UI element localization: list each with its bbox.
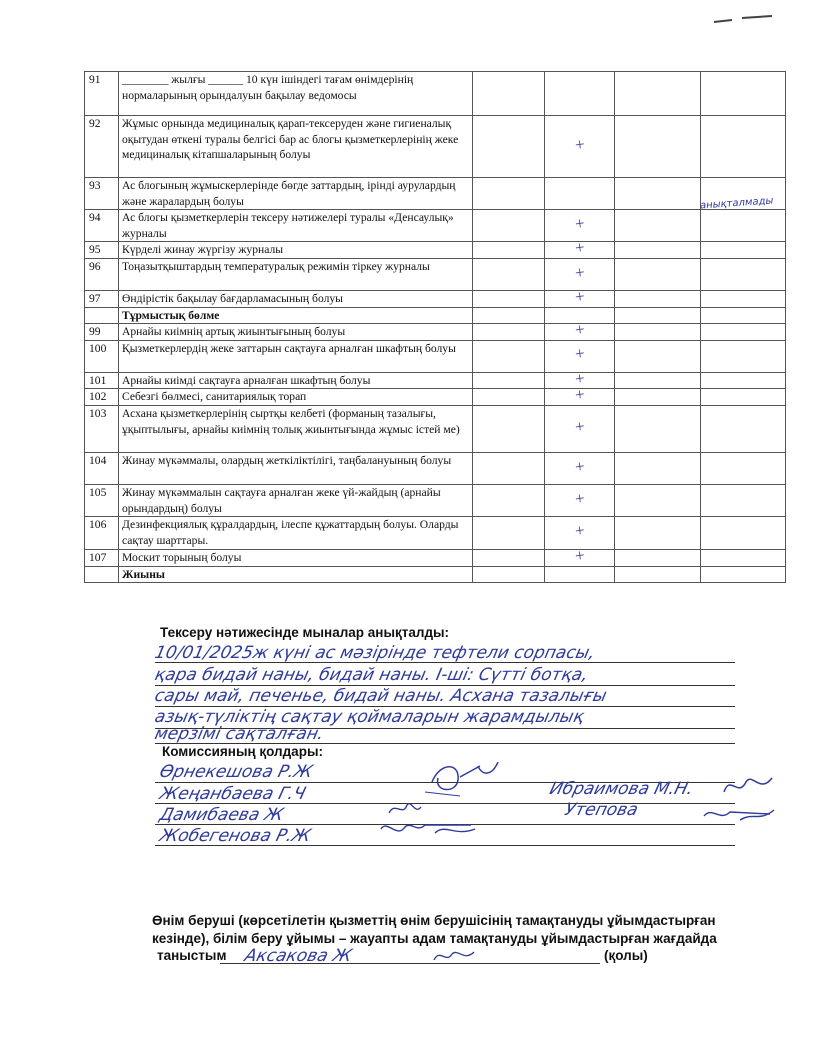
empty-cell [701, 452, 786, 484]
row-number: 97 [85, 290, 119, 307]
row-number: 99 [85, 324, 119, 341]
table-row [85, 307, 786, 324]
empty-cell [473, 372, 545, 389]
empty-cell [473, 242, 545, 259]
row-number [85, 307, 119, 324]
row-number [85, 566, 119, 583]
table-row [85, 405, 786, 452]
signature-scribble [420, 752, 510, 802]
empty-cell [701, 324, 786, 341]
row-number: 92 [85, 116, 119, 178]
empty-cell [701, 307, 786, 324]
check-mark: + [572, 384, 587, 406]
empty-cell [473, 290, 545, 307]
empty-cell [701, 258, 786, 290]
row-number: 103 [85, 405, 119, 452]
row-text: Себезгі бөлмесі, санитариялық торап [119, 389, 473, 406]
row-text: Қызметкерлердің жеке заттарын сақтауға арналған шкафтың болуы [119, 340, 473, 372]
empty-cell [701, 484, 786, 516]
empty-cell [615, 389, 701, 406]
table-row [85, 210, 786, 242]
row-mark-cell [545, 545, 615, 567]
empty-cell [473, 307, 545, 324]
commission-member-3: Дамибаева Ж [157, 805, 286, 825]
empty-cell [615, 484, 701, 516]
finding-line-5: мерзімі сақталған. [152, 724, 326, 744]
empty-cell [701, 550, 786, 567]
row-mark-cell [545, 286, 615, 307]
empty-cell [615, 452, 701, 484]
empty-cell [701, 116, 786, 178]
table-row [85, 517, 786, 550]
check-mark: + [572, 134, 587, 155]
empty-cell [615, 258, 701, 290]
row-text: Ас блогының жұмыскерлерінде бөгде заттардың, ірінді аурулардың және жаралардың болуы [119, 178, 473, 210]
finding-line-3: сары май, печенье, бидай наны. Асхана тазалығы [152, 686, 609, 706]
empty-cell [473, 340, 545, 372]
row-mark-cell [545, 72, 615, 116]
table-row [85, 389, 786, 406]
footer-line-1: Өнім беруші (көрсетілетін қызметтің өнім берушісінің тамақтануды ұйымдастырған [152, 913, 716, 928]
check-mark: + [572, 237, 587, 259]
empty-cell [701, 340, 786, 372]
empty-cell [615, 116, 701, 178]
row-mark-cell [545, 384, 615, 406]
check-mark: + [572, 261, 587, 283]
empty-cell [701, 389, 786, 406]
table-row [85, 372, 786, 389]
row-number: 94 [85, 210, 119, 242]
row-number: 104 [85, 452, 119, 484]
commission-member-6: Утепова [562, 800, 641, 820]
empty-cell [701, 566, 786, 583]
row-text: Жинау мүкәммалы, олардың жеткіліктілігі, таңбалануының болуы [119, 452, 473, 484]
check-mark: + [572, 545, 587, 566]
check-mark: + [572, 343, 587, 365]
row-mark-cell [545, 319, 615, 341]
commission-member-5: Ибраимова М.Н. [547, 779, 696, 799]
row-mark-cell [545, 405, 615, 452]
empty-cell [473, 452, 545, 484]
row-number: 91 [85, 72, 119, 116]
row-number: 101 [85, 372, 119, 389]
row-text: ________ жылғы ______ 10 күн ішіндегі тағам өнімдерінің нормаларының орындалуын бақылау ведомосы [119, 72, 473, 116]
row-text: Ас блогы қызметкерлерін тексеру нәтижелері туралы «Денсаулық» журналы [119, 210, 473, 242]
empty-cell [615, 517, 701, 550]
table-row [85, 452, 786, 484]
table-row [85, 566, 786, 583]
row-text: Дезинфекциялық құралдардың, ілеспе құжаттардың болуы. Оларды сақтау шарттары. [119, 517, 473, 550]
row-mark-cell [545, 452, 615, 484]
check-mark: + [572, 520, 587, 542]
commission-member-4: Жобегенова Р.Ж [157, 826, 313, 846]
empty-cell [473, 566, 545, 583]
row-number: 96 [85, 258, 119, 290]
row-mark-cell [545, 484, 615, 516]
row-text: Арнайы киімді сақтауға арналған шкафтың болуы [119, 372, 473, 389]
row-mark-cell [545, 340, 615, 372]
table-row [85, 324, 786, 341]
check-mark: + [572, 455, 587, 477]
commission-member-2: Жеңанбаева Г.Ч [157, 784, 308, 804]
row-number: 100 [85, 340, 119, 372]
row-number: 105 [85, 484, 119, 516]
empty-cell [615, 340, 701, 372]
check-mark: + [572, 286, 587, 307]
row-mark-cell [545, 258, 615, 290]
signature-scribble [430, 946, 480, 966]
empty-cell [701, 242, 786, 259]
table-row [85, 242, 786, 259]
empty-cell [473, 550, 545, 567]
row-number: 102 [85, 389, 119, 406]
check-mark: + [572, 319, 587, 340]
row-text: Тұрмыстық бөлме [119, 307, 473, 324]
signature-scribble [375, 815, 485, 843]
empty-cell [615, 324, 701, 341]
table-row [85, 178, 786, 210]
row-number: 95 [85, 242, 119, 259]
checklist-table [84, 71, 786, 583]
finding-line-2: қара бидай наны, бидай наны. I-ші: Сүтті ботқа, [152, 665, 590, 685]
row-mark-cell [545, 116, 615, 178]
empty-cell [473, 405, 545, 452]
table-row [85, 116, 786, 178]
empty-cell [701, 72, 786, 116]
empty-cell [701, 210, 786, 242]
row-number: 107 [85, 550, 119, 567]
table-row [85, 340, 786, 372]
check-mark: + [572, 213, 587, 234]
empty-cell [473, 389, 545, 406]
corner-marks [712, 6, 782, 28]
empty-cell [615, 178, 701, 210]
empty-cell [473, 116, 545, 178]
row-text: Жиыны [119, 566, 473, 583]
empty-cell [473, 72, 545, 116]
empty-cell [615, 550, 701, 567]
table-row [85, 484, 786, 516]
footer-line-2: кезінде), білім беру ұйымы – жауапты адам тамақтануды ұйымдастырған жағдайда [152, 931, 717, 946]
table-row [85, 290, 786, 307]
signature-label: (қолы) [604, 948, 648, 963]
row-mark-cell [545, 517, 615, 550]
commission-title: Комиссияның қолдары: [162, 744, 323, 759]
check-mark: + [572, 368, 587, 389]
row-number: 106 [85, 517, 119, 550]
signature-scribble [700, 802, 780, 826]
acquainted-label: таныстым [157, 948, 227, 963]
row-text: Жұмыс орнында медициналық қарап-тексеруден және гигиеналық оқытудан өткені туралы белгісі бар ас блогы қызметкерлерінің жеке медициналық кітапшаларының болуы [119, 116, 473, 178]
empty-cell [615, 566, 701, 583]
findings-title: Тексеру нәтижесінде мыналар анықталды: [160, 625, 450, 640]
row-mark-cell [545, 178, 615, 210]
check-mark: + [572, 416, 587, 437]
row-93-note: анықталмады [699, 195, 774, 212]
empty-cell [473, 324, 545, 341]
empty-cell [473, 178, 545, 210]
row-text: Москит торының болуы [119, 550, 473, 567]
row-number: 93 [85, 178, 119, 210]
empty-cell [615, 307, 701, 324]
empty-cell [473, 517, 545, 550]
empty-cell [615, 210, 701, 242]
empty-cell [615, 290, 701, 307]
empty-cell [473, 484, 545, 516]
empty-cell [615, 405, 701, 452]
table-row [85, 550, 786, 567]
row-text: Өндірістік бақылау бағдарламасының болуы [119, 290, 473, 307]
empty-cell [615, 72, 701, 116]
empty-cell [701, 290, 786, 307]
commission-member-1: Өрнекешова Р.Ж [157, 762, 315, 782]
table-row [85, 72, 786, 116]
empty-cell [615, 372, 701, 389]
finding-line-1: 10/01/2025ж күні ас мәзірінде тефтели сорпасы, [152, 643, 597, 663]
empty-cell [701, 372, 786, 389]
empty-cell [473, 210, 545, 242]
acquainted-name: Аксакова Ж [242, 946, 354, 966]
row-text: Асхана қызметкерлерінің сыртқы келбеті (форманың тазалығы, ұқыптылығы, арнайы киімнің толық жиынтығында жұмыс істей ме) [119, 405, 473, 452]
finding-line-4: азық-түліктің сақтау қоймаларын жарамдылық [152, 707, 586, 727]
empty-cell [615, 242, 701, 259]
row-text: Күрделі жинау жүргізу журналы [119, 242, 473, 259]
empty-cell [473, 258, 545, 290]
empty-cell [701, 405, 786, 452]
row-mark-cell [545, 237, 615, 259]
row-text: Жинау мүкәммалын сақтауға арналған жеке үй-жайдың (арнайы орындардың) болуы [119, 484, 473, 516]
row-mark-cell [545, 566, 615, 583]
signature-scribble [720, 770, 780, 800]
table-row [85, 258, 786, 290]
row-text: Арнайы киімнің артық жиынтығының болуы [119, 324, 473, 341]
row-text: Тоңазытқыштардың температуралық режимін тіркеу журналы [119, 258, 473, 290]
check-mark: + [572, 488, 587, 509]
empty-cell [701, 517, 786, 550]
footer-text [152, 912, 772, 948]
